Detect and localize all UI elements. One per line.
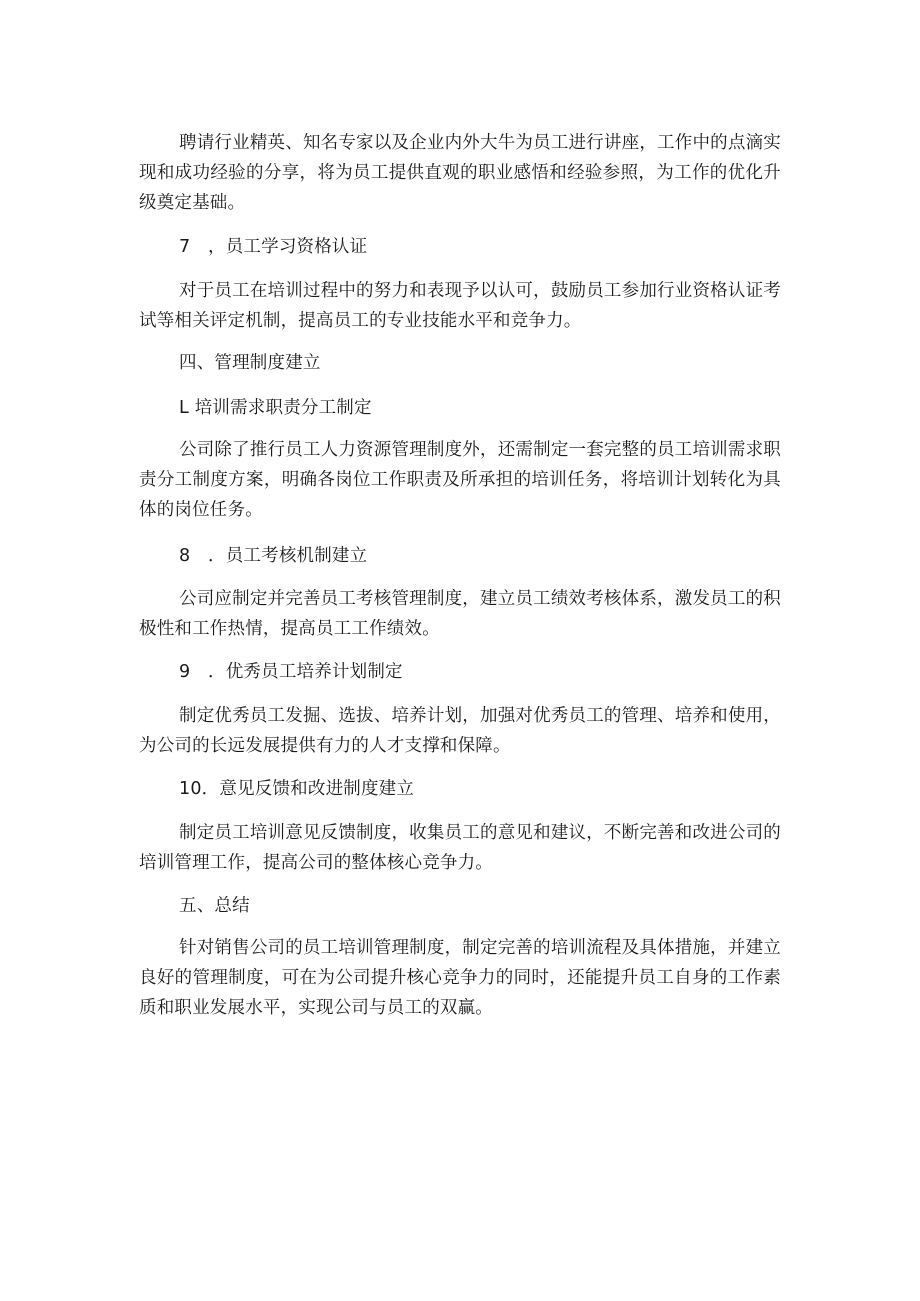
heading-talent-cultivation: 9 ．优秀员工培养计划制定 — [179, 662, 403, 682]
heading-feedback-system: 10．意见反馈和改进制度建立 — [179, 779, 415, 799]
paragraph-summary: 针对销售公司的员工培训管理制度，制定完善的培训流程及具体措施，并建立良好的管理制度，可在为公司提升核心竞争力的同时，还能提升员工自身的工作素质和职业发展水平，实现公司与员工的双赢。 — [139, 938, 781, 1018]
paragraph-lecture-sharing: 聘请行业精英、知名专家以及企业内外大牛为员工进行讲座，工作中的点滴实现和成功经验的分享，将为员工提供直观的职业感悟和经验参照，为工作的优化升级奠定基础。 — [139, 133, 781, 213]
paragraph-feedback-system: 制定员工培训意见反馈制度，收集员工的意见和建议，不断完善和改进公司的培训管理工作，提高公司的整体核心竞争力。 — [139, 823, 781, 873]
heading-management-system: 四、管理制度建立 — [179, 353, 321, 373]
heading-qualification-certification: 7 ，员工学习资格认证 — [179, 237, 368, 257]
paragraph-responsibility-division: 公司除了推行员工人力资源管理制度外，还需制定一套完整的员工培训需求职责分工制度方案，明确各岗位工作职责及所承担的培训任务，将培训计划转化为具体的岗位任务。 — [139, 440, 781, 520]
heading-responsibility-division: L 培训需求职责分工制定 — [179, 398, 372, 418]
paragraph-talent-cultivation: 制定优秀员工发掘、选拔、培养计划，加强对优秀员工的管理、培养和使用，为公司的长远发展提供有力的人才支撑和保障。 — [139, 706, 781, 756]
heading-assessment-mechanism: 8 ．员工考核机制建立 — [179, 546, 368, 566]
paragraph-qualification-certification: 对于员工在培训过程中的努力和表现予以认可，鼓励员工参加行业资格认证考试等相关评定机制，提高员工的专业技能水平和竞争力。 — [139, 281, 781, 331]
paragraph-assessment-mechanism: 公司应制定并完善员工考核管理制度，建立员工绩效考核体系，激发员工的积极性和工作热情，提高员工工作绩效。 — [139, 589, 781, 639]
heading-summary: 五、总结 — [179, 896, 250, 916]
